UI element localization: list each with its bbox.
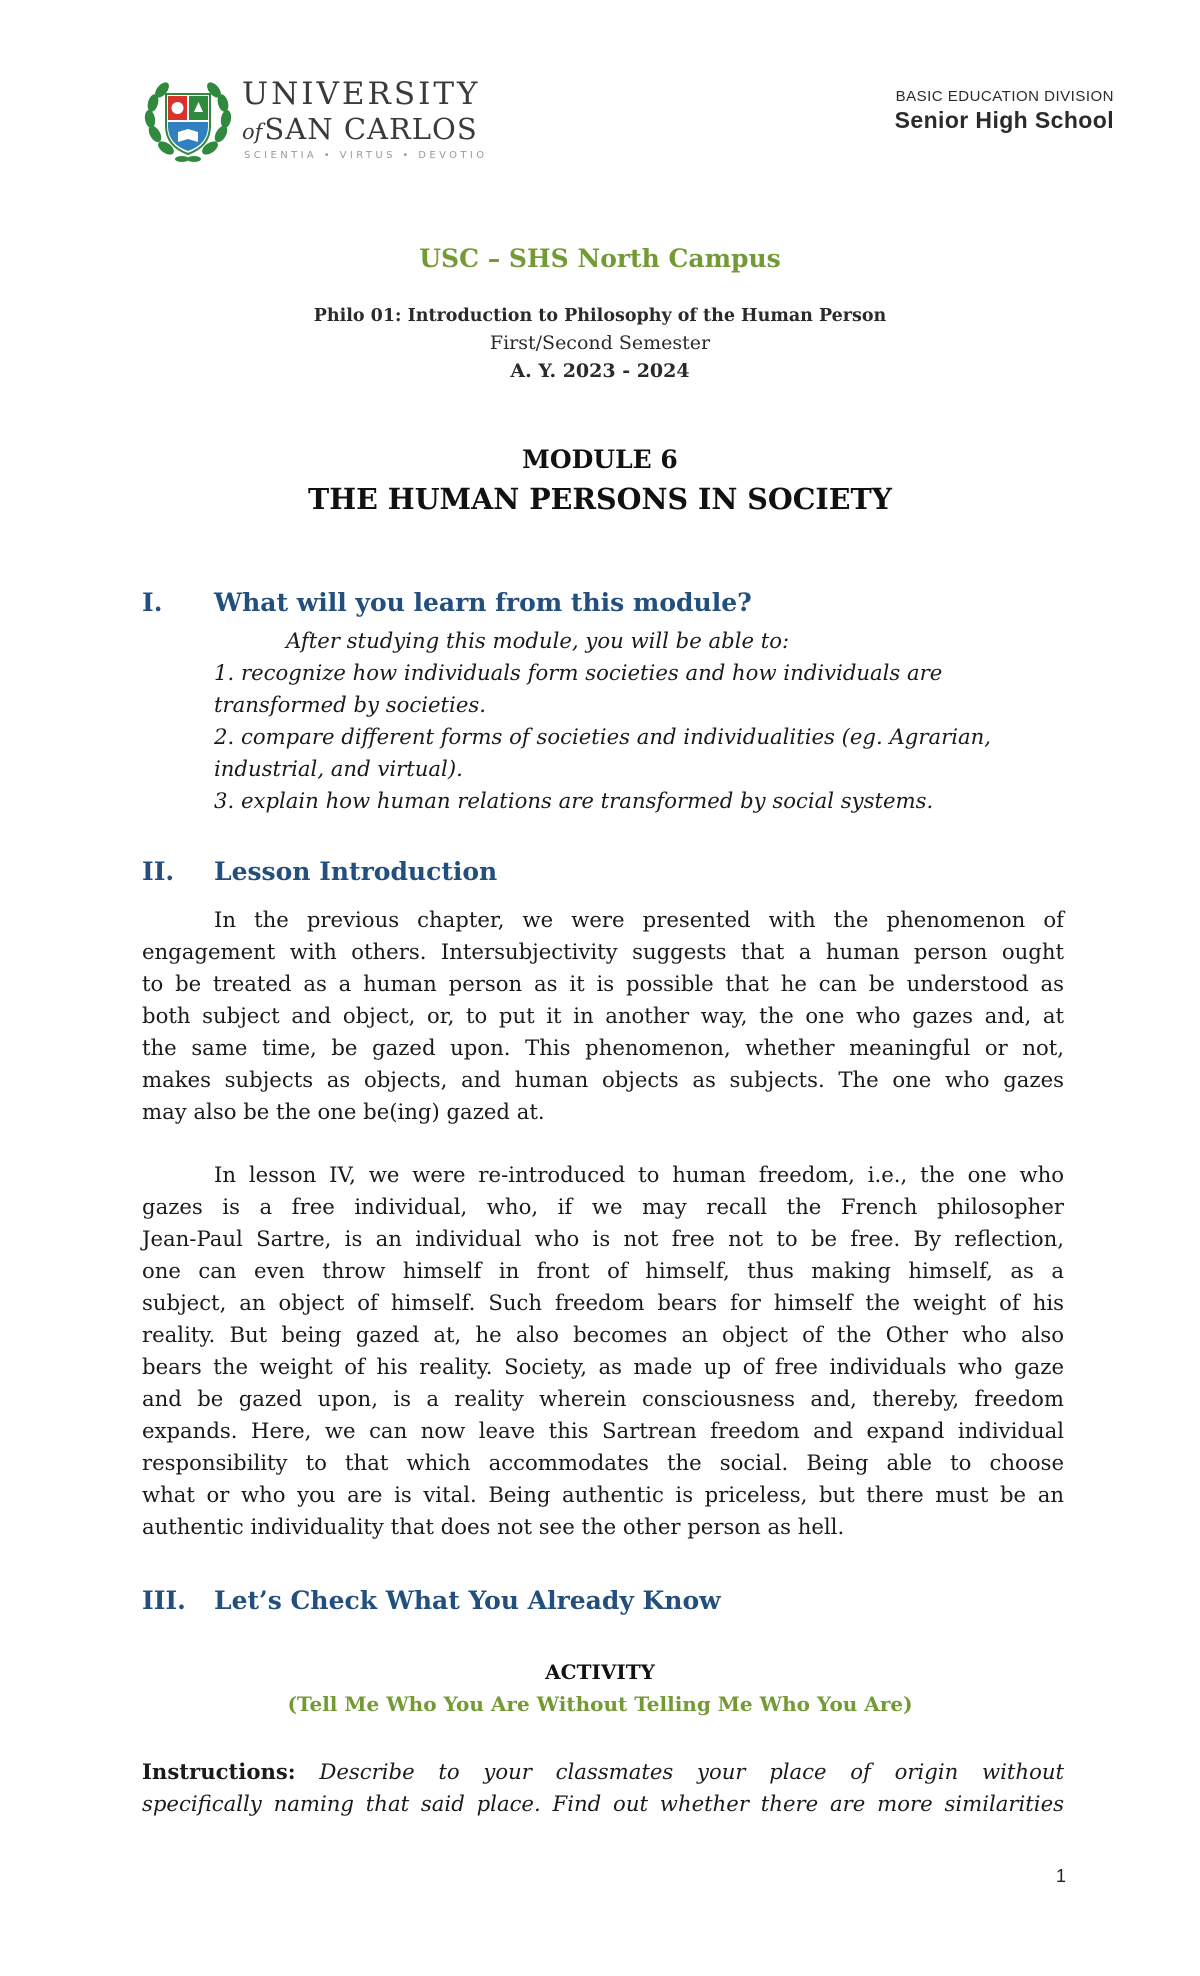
university-motto: SCIENTIA • VIRTUS • DEVOTIO (244, 150, 488, 161)
paragraph-line: authentic individuality that does not see the other person as hell. (142, 1514, 845, 1539)
paragraph-line: one can even throw himself in front of himself, thus making himself, as a (142, 1258, 1064, 1283)
activity-heading: ACTIVITY (545, 1660, 655, 1684)
university-name-line2 (242, 112, 478, 146)
paragraph-line: both subject and object, or, to put it in another way, the one who gazes and, at (142, 1003, 1064, 1028)
section-3-number: III. (142, 1586, 186, 1615)
paragraph-line: bears the weight of his reality. Society, as made up of free individuals who gaze (142, 1354, 1064, 1379)
objectives-intro: After studying this module, you will be able to: (286, 628, 790, 653)
section-3-title: Let’s Check What You Already Know (214, 1586, 721, 1615)
section-2-heading (142, 857, 497, 886)
school-label: Senior High School (894, 107, 1114, 133)
section-2-title: Lesson Introduction (214, 857, 498, 886)
paragraph-line: responsibility to that which accommodates the social. Being able to choose (142, 1450, 1064, 1475)
section-1-heading (142, 588, 752, 617)
section-1-number: I. (142, 588, 163, 617)
paragraph-line: makes subjects as objects, and human objects as subjects. The one who gazes (142, 1067, 1064, 1092)
learning-objectives (214, 625, 1064, 817)
objective-line: 1. recognize how individuals form societies and how individuals are (214, 660, 943, 685)
section-2-number: II. (142, 857, 175, 886)
instructions-text-2: specifically naming that said place. Find out whether there are more similarities (142, 1791, 1064, 1816)
paragraph-line: the same time, be gazed upon. This phenomenon, whether meaningful or not, (142, 1035, 1064, 1060)
paragraph-line: subject, an object of himself. Such freedom bears for himself the weight of his (142, 1290, 1064, 1315)
activity-title: (Tell Me Who You Are Without Telling Me Who You Are) (287, 1692, 913, 1716)
instructions-line-1 (142, 1756, 1064, 1788)
paragraph-line: In the previous chapter, we were presented with the phenomenon of (214, 907, 1064, 932)
instructions-line-2 (142, 1788, 1064, 1820)
paragraph-line: what or who you are is vital. Being authentic is priceless, but there must be an (142, 1482, 1064, 1507)
paragraph-line: Jean-Paul Sartre, is an individual who is not free not to be free. By reflection, (142, 1226, 1064, 1251)
section-3-heading (142, 1586, 721, 1615)
objective-line: 3. explain how human relations are transformed by social systems. (214, 788, 934, 813)
instructions-text-1: Describe to your classmates your place of origin without (319, 1759, 1064, 1784)
semester-label: First/Second Semester (489, 332, 711, 354)
lesson-intro-paragraph-1 (142, 904, 1064, 1128)
objective-line: transformed by societies. (214, 692, 486, 717)
academic-year: A. Y. 2023 - 2024 (510, 360, 690, 382)
university-logo (142, 74, 488, 170)
paragraph-line: gazes is a free individual, who, if we may recall the French philosopher (142, 1194, 1064, 1219)
paragraph-line: expands. Here, we can now leave this Sartrean freedom and expand individual (142, 1418, 1064, 1443)
university-name-san-carlos: SAN CARLOS (264, 112, 478, 146)
course-title: Philo 01: Introduction to Philosophy of the Human Person (313, 306, 887, 326)
university-seal-icon (142, 74, 234, 166)
paragraph-line: reality. But being gazed at, he also becomes an object of the Other who also (142, 1322, 1064, 1347)
division-label: BASIC EDUCATION DIVISION (895, 88, 1114, 105)
objective-line: industrial, and virtual). (214, 756, 463, 781)
page-number: 1 (1055, 1866, 1066, 1886)
paragraph-line: engagement with others. Intersubjectivity suggests that a human person ought (142, 939, 1064, 964)
university-name-line1: UNIVERSITY (242, 76, 481, 112)
paragraph-line: may also be the one be(ing) gazed at. (142, 1099, 545, 1124)
section-1-title: What will you learn from this module? (214, 588, 752, 617)
campus-title: USC – SHS North Campus (419, 244, 781, 273)
university-name-of: of (242, 120, 263, 144)
module-title: THE HUMAN PERSONS IN SOCIETY (308, 482, 892, 516)
lesson-intro-paragraph-2 (142, 1159, 1064, 1543)
division-block (895, 88, 1114, 134)
paragraph-line: In lesson IV, we were re-introduced to human freedom, i.e., the one who (214, 1162, 1064, 1187)
paragraph-line: to be treated as a human person as it is possible that he can be understood as (142, 971, 1064, 996)
activity-instructions (142, 1756, 1064, 1820)
paragraph-line: and be gazed upon, is a reality wherein consciousness and, thereby, freedom (142, 1386, 1064, 1411)
instructions-label: Instructions: (142, 1759, 296, 1784)
objective-line: 2. compare different forms of societies and individualities (eg. Agrarian, (214, 724, 992, 749)
module-number: MODULE 6 (522, 445, 678, 474)
